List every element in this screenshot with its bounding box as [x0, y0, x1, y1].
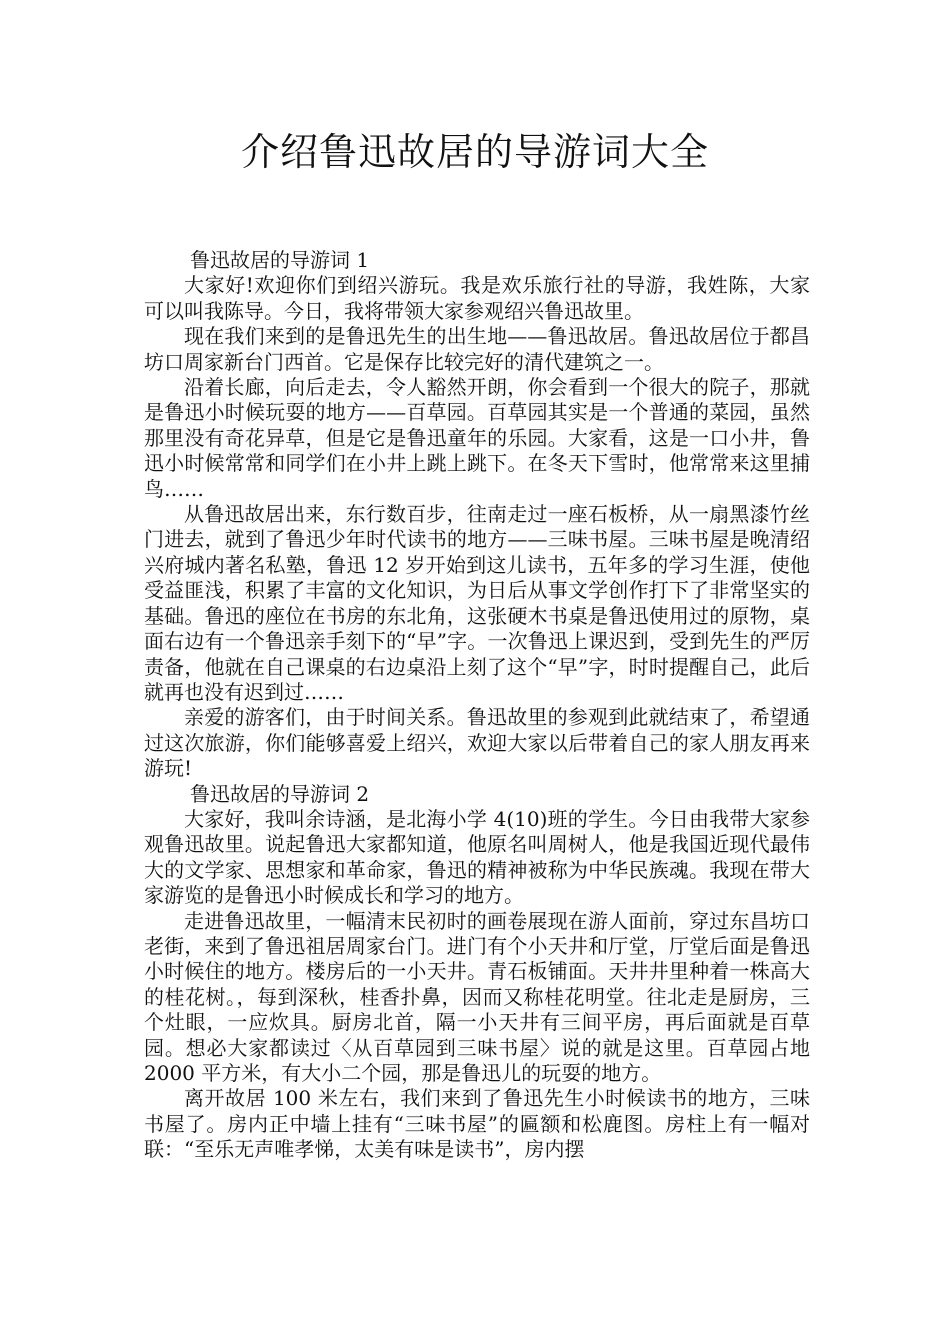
paragraph: 沿着长廊，向后走去，令人豁然开朗，你会看到一个很大的院子，那就是鲁迅小时候玩耍的地方——百草园。百草园其实是一个普通的菜园，虽然那里没有奇花异草，但是它是鲁迅童年的乐园。大家看，这是一口小井，鲁迅小时候常常和同学们在小井上跳上跳下。在冬天下雪时，他常常来这里捕鸟…… [144, 375, 810, 501]
paragraph: 大家好，我叫余诗涵，是北海小学 4(10)班的学生。今日由我带大家参观鲁迅故里。说起鲁迅大家都知道，他原名叫周树人，他是我国近现代最伟大的文学家、思想家和革命家，鲁迅的精神被称为中华民族魂。我现在带大家游览的是鲁迅小时候成长和学习的地方。 [144, 806, 810, 908]
section-heading: 鲁迅故居的导游词 2 [190, 781, 370, 806]
paragraph: 大家好!欢迎你们到绍兴游玩。我是欢乐旅行社的导游，我姓陈，大家可以叫我陈导。今日，我将带领大家参观绍兴鲁迅故里。 [144, 273, 810, 323]
paragraph: 走进鲁迅故里，一幅清末民初时的画卷展现在游人面前，穿过东昌坊口老街，来到了鲁迅祖居周家台门。进门有个小天井和厅堂，厅堂后面是鲁迅小时候住的地方。楼房后的一小天井。青石板铺面。天井井里种着一株高大的桂花树。，每到深秋，桂香扑鼻，因而又称桂花明堂。往北走是厨房，三个灶眼，一应炊具。厨房北首，隔一小天井有三间平房，再后面就是百草园。想必大家都读过〈从百草园到三味书屋〉说的就是这里。百草园占地 2000 平方米，有大小二个园，那是鲁迅儿的玩耍的地方。 [144, 908, 810, 1085]
paragraph: 亲爱的游客们，由于时间关系。鲁迅故里的参观到此就结束了，希望通过这次旅游，你们能够喜爱上绍兴，欢迎大家以后带着自己的家人朋友再来游玩! [144, 705, 810, 781]
document-title: 介绍鲁迅故居的导游词大全 [240, 130, 709, 174]
paragraph: 离开故居 100 米左右，我们来到了鲁迅先生小时候读书的地方，三味书屋了。房内正中墙上挂有“三味书屋”的匾额和松鹿图。房柱上有一幅对联：“至乐无声唯孝悌，太美有味是读书”，房内摆 [144, 1086, 810, 1162]
section-heading: 鲁迅故居的导游词 1 [190, 248, 370, 272]
paragraph: 现在我们来到的是鲁迅先生的出生地——鲁迅故居。鲁迅故居位于都昌坊口周家新台门西首。它是保存比较完好的清代建筑之一。 [144, 324, 810, 374]
section-2 [144, 782, 810, 1163]
document-body [144, 248, 810, 1163]
section-1 [144, 248, 810, 782]
paragraph: 从鲁迅故居出来，东行数百步，往南走过一座石板桥，从一扇黑漆竹丝门进去，就到了鲁迅少年时代读书的地方——三味书屋。三味书屋是晚清绍兴府城内著名私塾，鲁迅 12 岁开始到这儿读书，五年多的学习生涯，使他受益匪浅，积累了丰富的文化知识，为日后从事文学创作打下了非常坚实的基础。鲁迅的座位在书房的东北角，这张硬木书桌是鲁迅使用过的原物，桌面右边有一个鲁迅亲手刻下的“早”字。一次鲁迅上课迟到，受到先生的严厉责备，他就在自己课桌的右边桌沿上刻了这个“早”字，时时提醒自己，此后就再也没有迟到过…… [144, 502, 810, 704]
